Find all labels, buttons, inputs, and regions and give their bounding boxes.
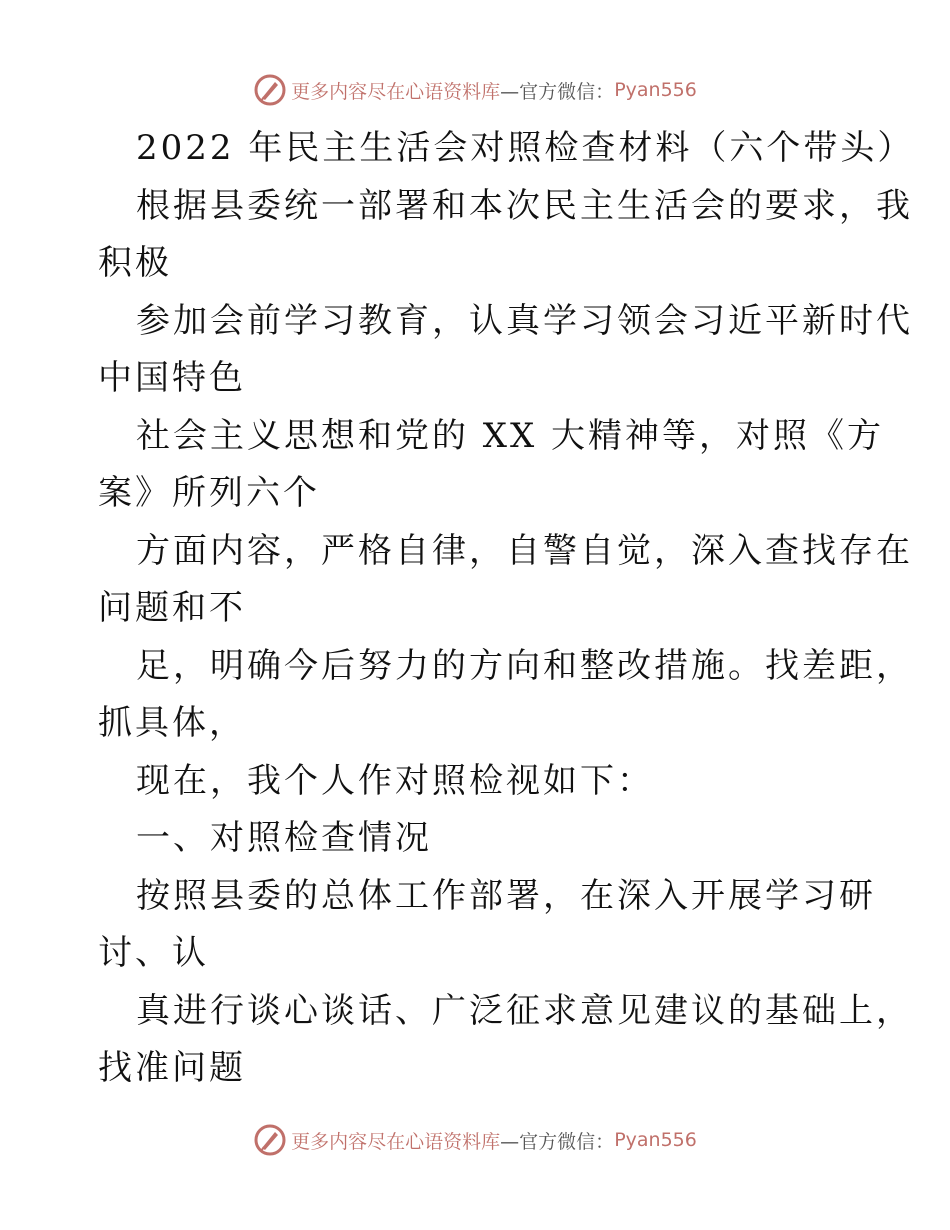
paragraph-line: 讨、认 <box>98 933 209 973</box>
banner-site-name: 更多内容尽在心语资料库 <box>291 1130 501 1153</box>
section-heading: 一、对照检查情况 <box>136 818 432 858</box>
banner-wechat-id: Pyan556 <box>614 1129 697 1151</box>
paragraph-line: 积极 <box>98 243 172 283</box>
quill-pen-logo-icon <box>253 1123 287 1157</box>
document-title: 2022 年民主生活会对照检查材料（六个带头） <box>136 128 915 168</box>
header-banner <box>0 70 950 110</box>
banner-wechat-label: —官方微信： <box>500 80 615 103</box>
document-body <box>98 120 915 1098</box>
paragraph-line: 参加会前学习教育，认真学习领会习近平新时代 <box>136 300 913 341</box>
paragraph-line: 足，明确今后努力的方向和整改措施。找差距， <box>136 645 913 686</box>
paragraph-line: 现在，我个人作对照检视如下： <box>136 760 654 801</box>
paragraph-line: 社会主义思想和党的 XX 大精神等，对照《方 <box>136 415 885 456</box>
paragraph-line: 按照县委的总体工作部署，在深入开展学习研 <box>136 875 876 916</box>
paragraph-line: 问题和不 <box>98 588 246 628</box>
paragraph-line: 根据县委统一部署和本次民主生活会的要求，我 <box>136 185 913 226</box>
paragraph-line: 抓具体， <box>98 703 246 743</box>
paragraph-line: 案》所列六个 <box>98 473 320 513</box>
paragraph-line: 找准问题 <box>98 1048 246 1088</box>
paragraph-line: 真进行谈心谈话、广泛征求意见建议的基础上， <box>136 990 913 1031</box>
banner-site-name: 更多内容尽在心语资料库 <box>291 80 501 103</box>
quill-pen-logo-icon <box>253 73 287 107</box>
footer-banner <box>0 1120 950 1160</box>
banner-wechat-id: Pyan556 <box>614 79 697 101</box>
banner-wechat-label: —官方微信： <box>500 1130 615 1153</box>
paragraph-line: 中国特色 <box>98 358 246 398</box>
paragraph-line: 方面内容，严格自律，自警自觉，深入查找存在 <box>136 530 913 571</box>
